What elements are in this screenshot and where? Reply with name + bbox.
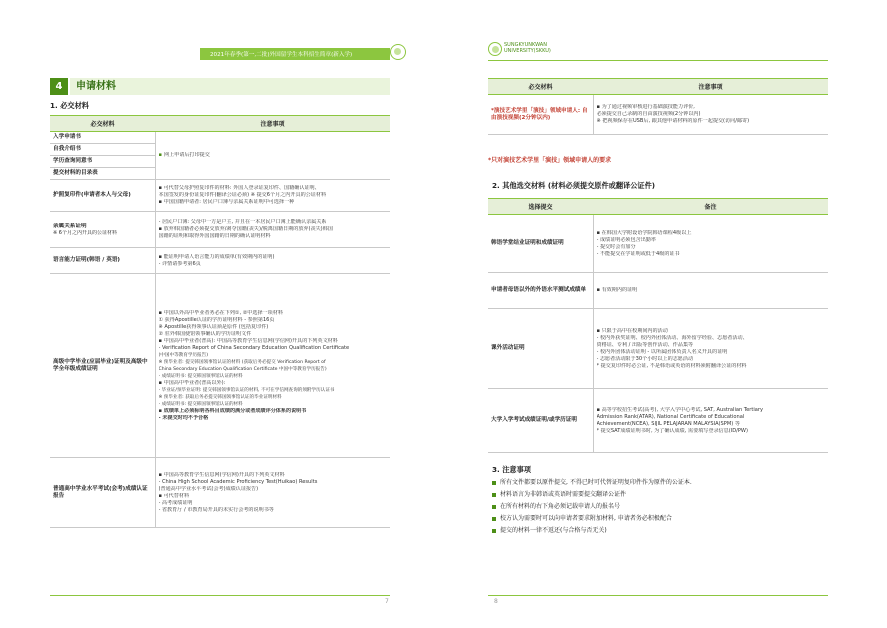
section-number: 4 [50,78,68,95]
note-line: ▪ 能证明申请人语言能力的成绩单(有效期内的证明) [158,253,275,260]
table-header: 注意事项 [155,116,390,132]
footer-line [50,595,390,596]
note-line: - 成绩证明必须包含出勤率 [596,236,656,243]
note-line: ※ 预毕业者: 提交韩国领事馆认证的材料 (获取后务必提交 Verification Report of [158,359,326,365]
note-line: Achievement(NCEA), SIJIL PELAJARAN MALAYSIA(SPM) 等 [596,420,740,427]
header-line [488,60,828,61]
note-line: ※ Apostille获得领事认证须是原件 (包括复印件) [158,323,269,330]
note-line: ▪ 可代替父母护照复印件的材料: 外国人登录证复印件、国籍确认证明、 [158,185,320,191]
notes-list [492,477,828,537]
university-logo-icon [390,44,406,60]
subsection-title: 2. 其他选交材料 (材料必须提交原件或翻译公证件) [492,181,656,190]
table-cell [155,458,390,528]
row-label: *演技艺术学里「演技」领域申请人: 自由演技视频(2分钟以内) [491,107,588,121]
table-cell: 学历查询同意书 [50,156,155,168]
bullet-icon [492,493,496,497]
bullet-icon [492,517,496,521]
list-item-text: 提交的材料一律不返还(与合格与否无关) [500,527,607,534]
table-cell: 普通高中学业水平考试(会考)成绩认证报告 [50,458,155,528]
table-cell [593,215,828,273]
note-line: - 居民户口簿: 父母中一方是户主, 并且在一本居民户口簿上能确认亲属关系 [158,219,327,225]
note-line: - 高考成绩证明 [158,499,193,506]
bullet-icon [492,505,496,509]
table-cell: 高级中学毕业(应届毕业)证明及高级中学全年级成绩证明 [50,274,155,458]
table-header: 必交材料 [50,116,155,132]
note-line: 资格证、专利 / 出版等创作活动、作品集等 [596,341,694,348]
note-line: ▪ 可代替材料 [158,492,190,499]
note-line: - 省教育厅 / 市教育局开具的未实行会考的说明书等 [158,506,274,513]
note-line: - 校内外团体活动证明 - 以所属团体负责人名义开具的证明 [596,348,728,355]
table-cell [593,273,828,309]
logo-text [504,43,551,54]
note-line: ▪ 高等学校招生考试(高考), 大学入学中心考试, SAT, Australian Tertiary [596,406,763,413]
note-line: * 提交SAT成绩证明书时, 为了确认成绩, 需要填写登录信息(ID/PW) [596,427,748,434]
list-item-text: 校方认为需要时可以向申请者要求附加材料, 申请者务必积极配合 [500,515,672,522]
note-line: ▪ 有效期内的证明 [596,287,638,293]
table-cell [593,95,828,135]
table-header: 备注 [593,199,828,215]
note-line: - Verification Report of China Secondary Education Qualification Certificate [158,344,350,351]
note-line: ※ 预毕业者: 获取后务必提交韩国领事馆认证的毕业证明材料 [158,394,282,400]
note-line: - 志愿者活动限于30个小时以上的志愿活动 [596,355,694,362]
table-cell: 大学入学考试成绩证明/或学历证明 [488,389,593,453]
table-cell [593,309,828,389]
note-line: 必须提交自己录制的自由演技视频(2分钟以内) [596,111,701,117]
table-cell: 入学申请书 [50,132,155,144]
list-item [492,513,828,525]
note-line: ▪ 放弃韩国籍者必须提交放弃/剥夺国籍(丧失)/脱离国籍日期的放弃(丧失)韩国 [158,226,333,232]
table-cell [155,212,390,248]
note-line: - 成绩证明书: 提交韩国领事馆认证的材料 [158,373,243,379]
table-header: 必交材料 [488,79,593,95]
note-line: 国籍的证明和取得外国国籍的日期的确认证明材料 [158,233,271,239]
note-line: ▪ 中国国籍申请者: 居民户口簿与亲属关系证明中可选择一种 [158,199,295,205]
note-line: ▪ 为了通过视频审核进行基础演技能力评价, [596,104,695,110]
note-line: ▪ 中国高中毕业者(普高以外): [158,379,226,386]
note-line: ▪ 成绩单上必须标明各科目成绩的满分或者成绩评分体系的说明书 [158,407,307,414]
note-line: - 校内外获奖证明、校内外团体活动、海外留学经验、志愿者活动、 [596,334,748,341]
note-line: ▪ 中国高等教育学生信息网(学信网)开具的下列英文材料 [158,471,285,478]
optional-materials-table [488,198,828,453]
bullet-icon [492,529,496,533]
note-line: ▪ 在韩国大学附设语学院韩语课程4级以上 [596,229,692,236]
table-cell: 申请者母语以外的外语水平测试成绩单 [488,273,593,309]
table-header: 注意事项 [593,79,828,95]
subsection-title: 3. 注意事项 [492,465,531,474]
table-cell: ▪ 网上申请后打印提交 [155,132,390,180]
table-cell: 护照复印件(申请者本人与父母) [50,180,155,212]
art-materials-table [488,78,828,135]
list-item [492,489,828,501]
page-number: 8 [494,598,498,605]
note-line: ① 获得Apostille认证的学历证明材料 - 参照第16页 [158,316,275,323]
list-item-text: 在所有材料的右下角必须记载申请人的报名号 [500,503,621,510]
list-item [492,501,828,513]
table-cell [488,95,593,135]
note-line: ※ 把视频保存在USB后, 跟其他申请材料的原件一起提交(访问/邮寄) [596,118,750,124]
required-materials-table [50,115,390,528]
note-line: (中国中等教育学历报告) [158,352,209,358]
logo-line: UNIVERSITY(SKKU) [504,47,551,54]
left-page [40,40,408,610]
logo-line: SUNGKYUNKWAN [504,42,547,48]
list-item [492,525,828,537]
university-logo-icon [488,42,502,56]
note-line: - China High School Academic Proficiency Test(Huikao) Results [158,478,318,485]
table-cell [155,248,390,274]
table-cell [593,389,828,453]
note-line: - 不能提交在学证明或低于4级的证书 [596,250,680,257]
note-line: - 提交时会有加分 [596,243,636,250]
note-line: China Secondary Education Qualification Certificate 中国中等教育学历报告) [158,366,327,372]
list-item-text: 材料语言为非韩语或英语时需要提交翻译公证件 [500,491,627,498]
note-line: - 详情请参考第6页 [158,260,201,267]
page-number: 7 [385,598,389,605]
table-cell [155,180,390,212]
list-item [492,477,828,489]
table-cell: 课外活动证明 [488,309,593,389]
table-cell: 韩语学堂结业证明和成绩证明 [488,215,593,273]
row-label: 亲属关系证明 [53,222,87,229]
art-note: *只对演技艺术学里「演技」领域申请人的要求 [488,157,612,164]
note-line: - 毕业证/预毕业证明: 提交韩国领事馆认证的材料, 不可在学信网查询的须附学历认证书 [158,387,335,393]
bullet-icon [492,481,496,485]
note-line: Admission Rank(ATAR), National Certificate of Educational [596,413,745,420]
note-line: 本国签发的身份证复印件(翻译公证必须) ※ 提交6个月之内开具的公证材料 [158,192,327,198]
table-cell [155,274,390,458]
table-cell: 提交材料的目录表 [50,168,155,180]
header-title: 2021年春季(第一,二批)外国留学生本科招生简章(新入学) [210,52,353,58]
list-item-text: 所有文件都要以原件提交, 不得已时可代替证明复印件作为原件的公证本. [500,479,692,486]
section-title: 申请材料 [70,78,390,95]
note-line: (普通高中学业水平考试(会考)成绩认证报告) [158,485,259,492]
footer-line [488,595,828,596]
right-page [482,40,850,610]
note-line: * 提交复印件时必公证, 不是韩语或英语的材料须附翻译公证的材料 [596,362,747,369]
table-cell: 语言能力证明(韩语 / 英语) [50,248,155,274]
note-line: - 成绩证明书: 提交韩国领事馆认证的材料 [158,401,243,407]
row-label-note: ※ 6个月之内开具的公证材料 [53,229,117,236]
table-cell [50,212,155,248]
note-line: ▪ 只限于高中在校期间内的活动 [596,327,668,334]
note-line: ② 驻外韩国使馆领事确认的学历证明文件 [158,330,252,337]
note-line: ▪ 中国高中毕业者(普高): 中国高等教育学生信息网(学信网)开具的下列英文材料 [158,337,338,344]
subsection-title: 1. 必交材料 [50,101,89,110]
table-header: 选择提交 [488,199,593,215]
table-cell: 自我介绍书 [50,144,155,156]
note-line: - 未提交时均不予合格 [158,414,209,421]
note-line: ▪ 中国以外高中毕业者务必在下列①, ②中选择一项材料 [158,309,283,316]
